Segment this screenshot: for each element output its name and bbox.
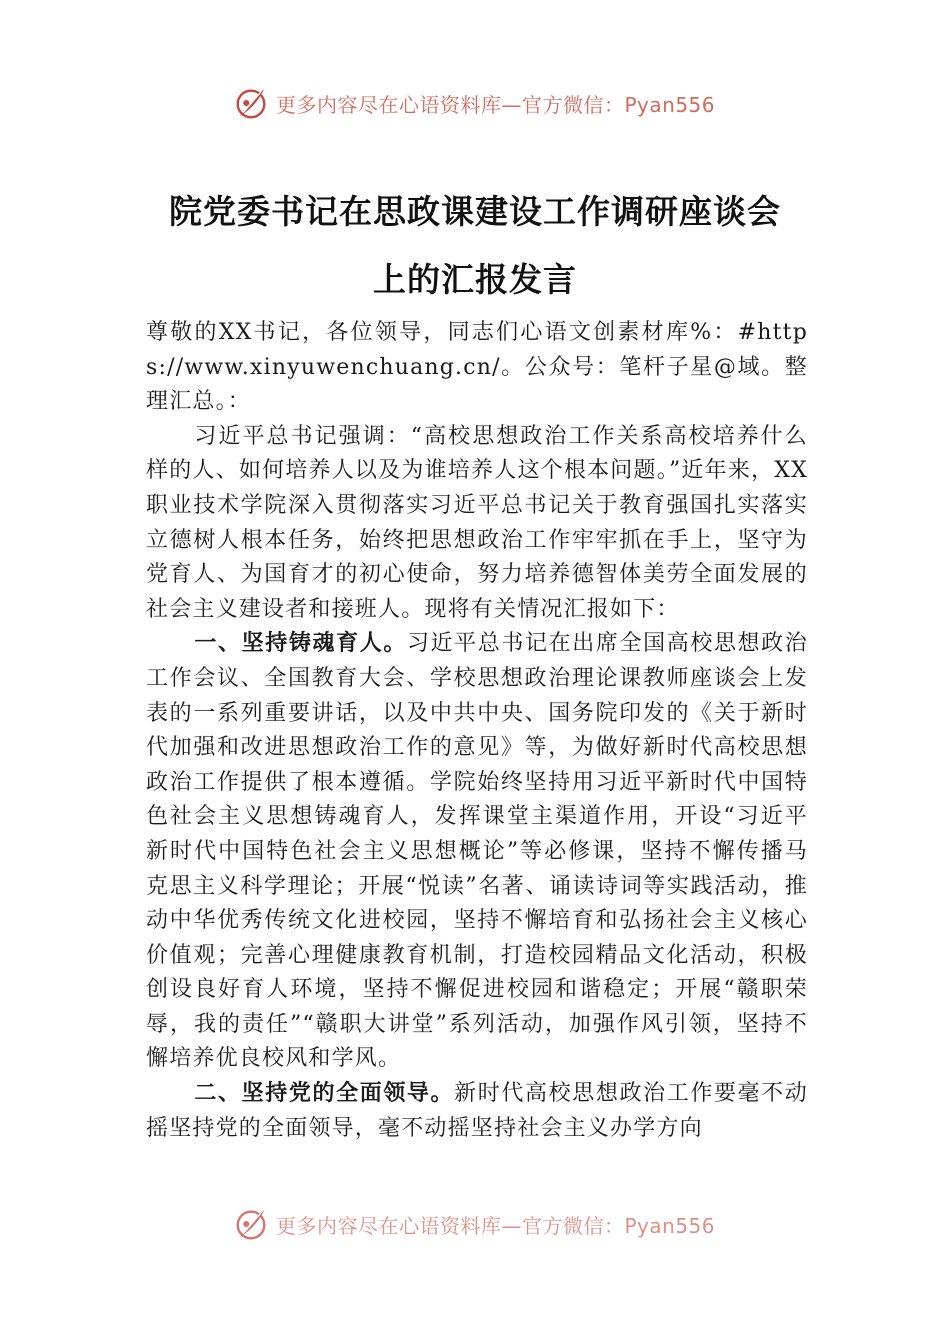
section-two-paragraph — [146, 1077, 808, 1146]
quill-pen-logo-icon — [232, 1205, 270, 1243]
quill-pen-logo-icon — [232, 84, 270, 122]
section-two-text: 新时代高校思想政治工作要毫不动摇坚持党的全面领导，毫不动摇坚持社会主义办学方向 — [146, 1081, 808, 1141]
section-one-text: 习近平总书记在出席全国高校思想政治工作会议、全国教育大会、学校思想政治理论课教师座谈会上发表的一系列重要讲话，以及中共中央、国务院印发的《关于新时代加强和改进思想政治工作的意见》等，为做好新时代高校思想政治工作提供了根本遵循。学院始终坚持用习近平新时代中国特色社会主义思想铸魂育人，发挥课堂主渠道作用，开设“习近平新时代中国特色社会主义思想概论”等必修课，坚持不懈传播马克思主义科学理论；开展“悦读”名著、诵读诗词等实践活动，推动中华优秀传统文化进校园，坚持不懈培育和弘扬社会主义核心价值观；完善心理健康教育机制，打造校园精品文化活动，积极创设良好育人环境，坚持不懈促进校园和谐稳定；开展“赣职荣辱，我的责任”“赣职大讲堂”系列活动，加强作风引领，坚持不懈培养优良校风和学风。 — [146, 631, 808, 1072]
header-banner-text: 更多内容尽在心语资料库—官方微信：Pyan556 — [276, 92, 716, 117]
page-title-line-1: 院党委书记在思政课建设工作调研座谈会 — [169, 192, 781, 231]
intro-paragraph: 习近平总书记强调：“高校思想政治工作关系高校培养什么样的人、如何培养人以及为谁培养人这个根本问题。”近年来，XX职业技术学院深入贯彻落实习近平总书记关于教育强国扎实落实立德树人根本任务，始终把思想政治工作牢牢抓在手上，坚守为党育人、为国育才的初心使命，努力培养德智体美劳全面发展的社会主义建设者和接班人。现将有关情况汇报如下： — [146, 423, 808, 622]
section-one-heading: 一、坚持铸魂育人。 — [194, 631, 407, 657]
salutation: 尊敬的XX书记，各位领导，同志们心语文创素材库%：#https://www.xinyuwenchuang.cn/。公众号：笔杆子星@域。整理汇总。： — [146, 320, 808, 415]
footer-banner-text: 更多内容尽在心语资料库—官方微信：Pyan556 — [276, 1213, 716, 1238]
header-watermark-banner — [232, 82, 715, 124]
section-one-paragraph — [146, 627, 808, 1077]
section-two-heading: 二、坚持党的全面领导。 — [194, 1081, 455, 1107]
page-title-line-2: 上的汇报发言 — [373, 260, 577, 299]
footer-watermark-banner — [232, 1203, 715, 1245]
document-body — [146, 316, 808, 1146]
